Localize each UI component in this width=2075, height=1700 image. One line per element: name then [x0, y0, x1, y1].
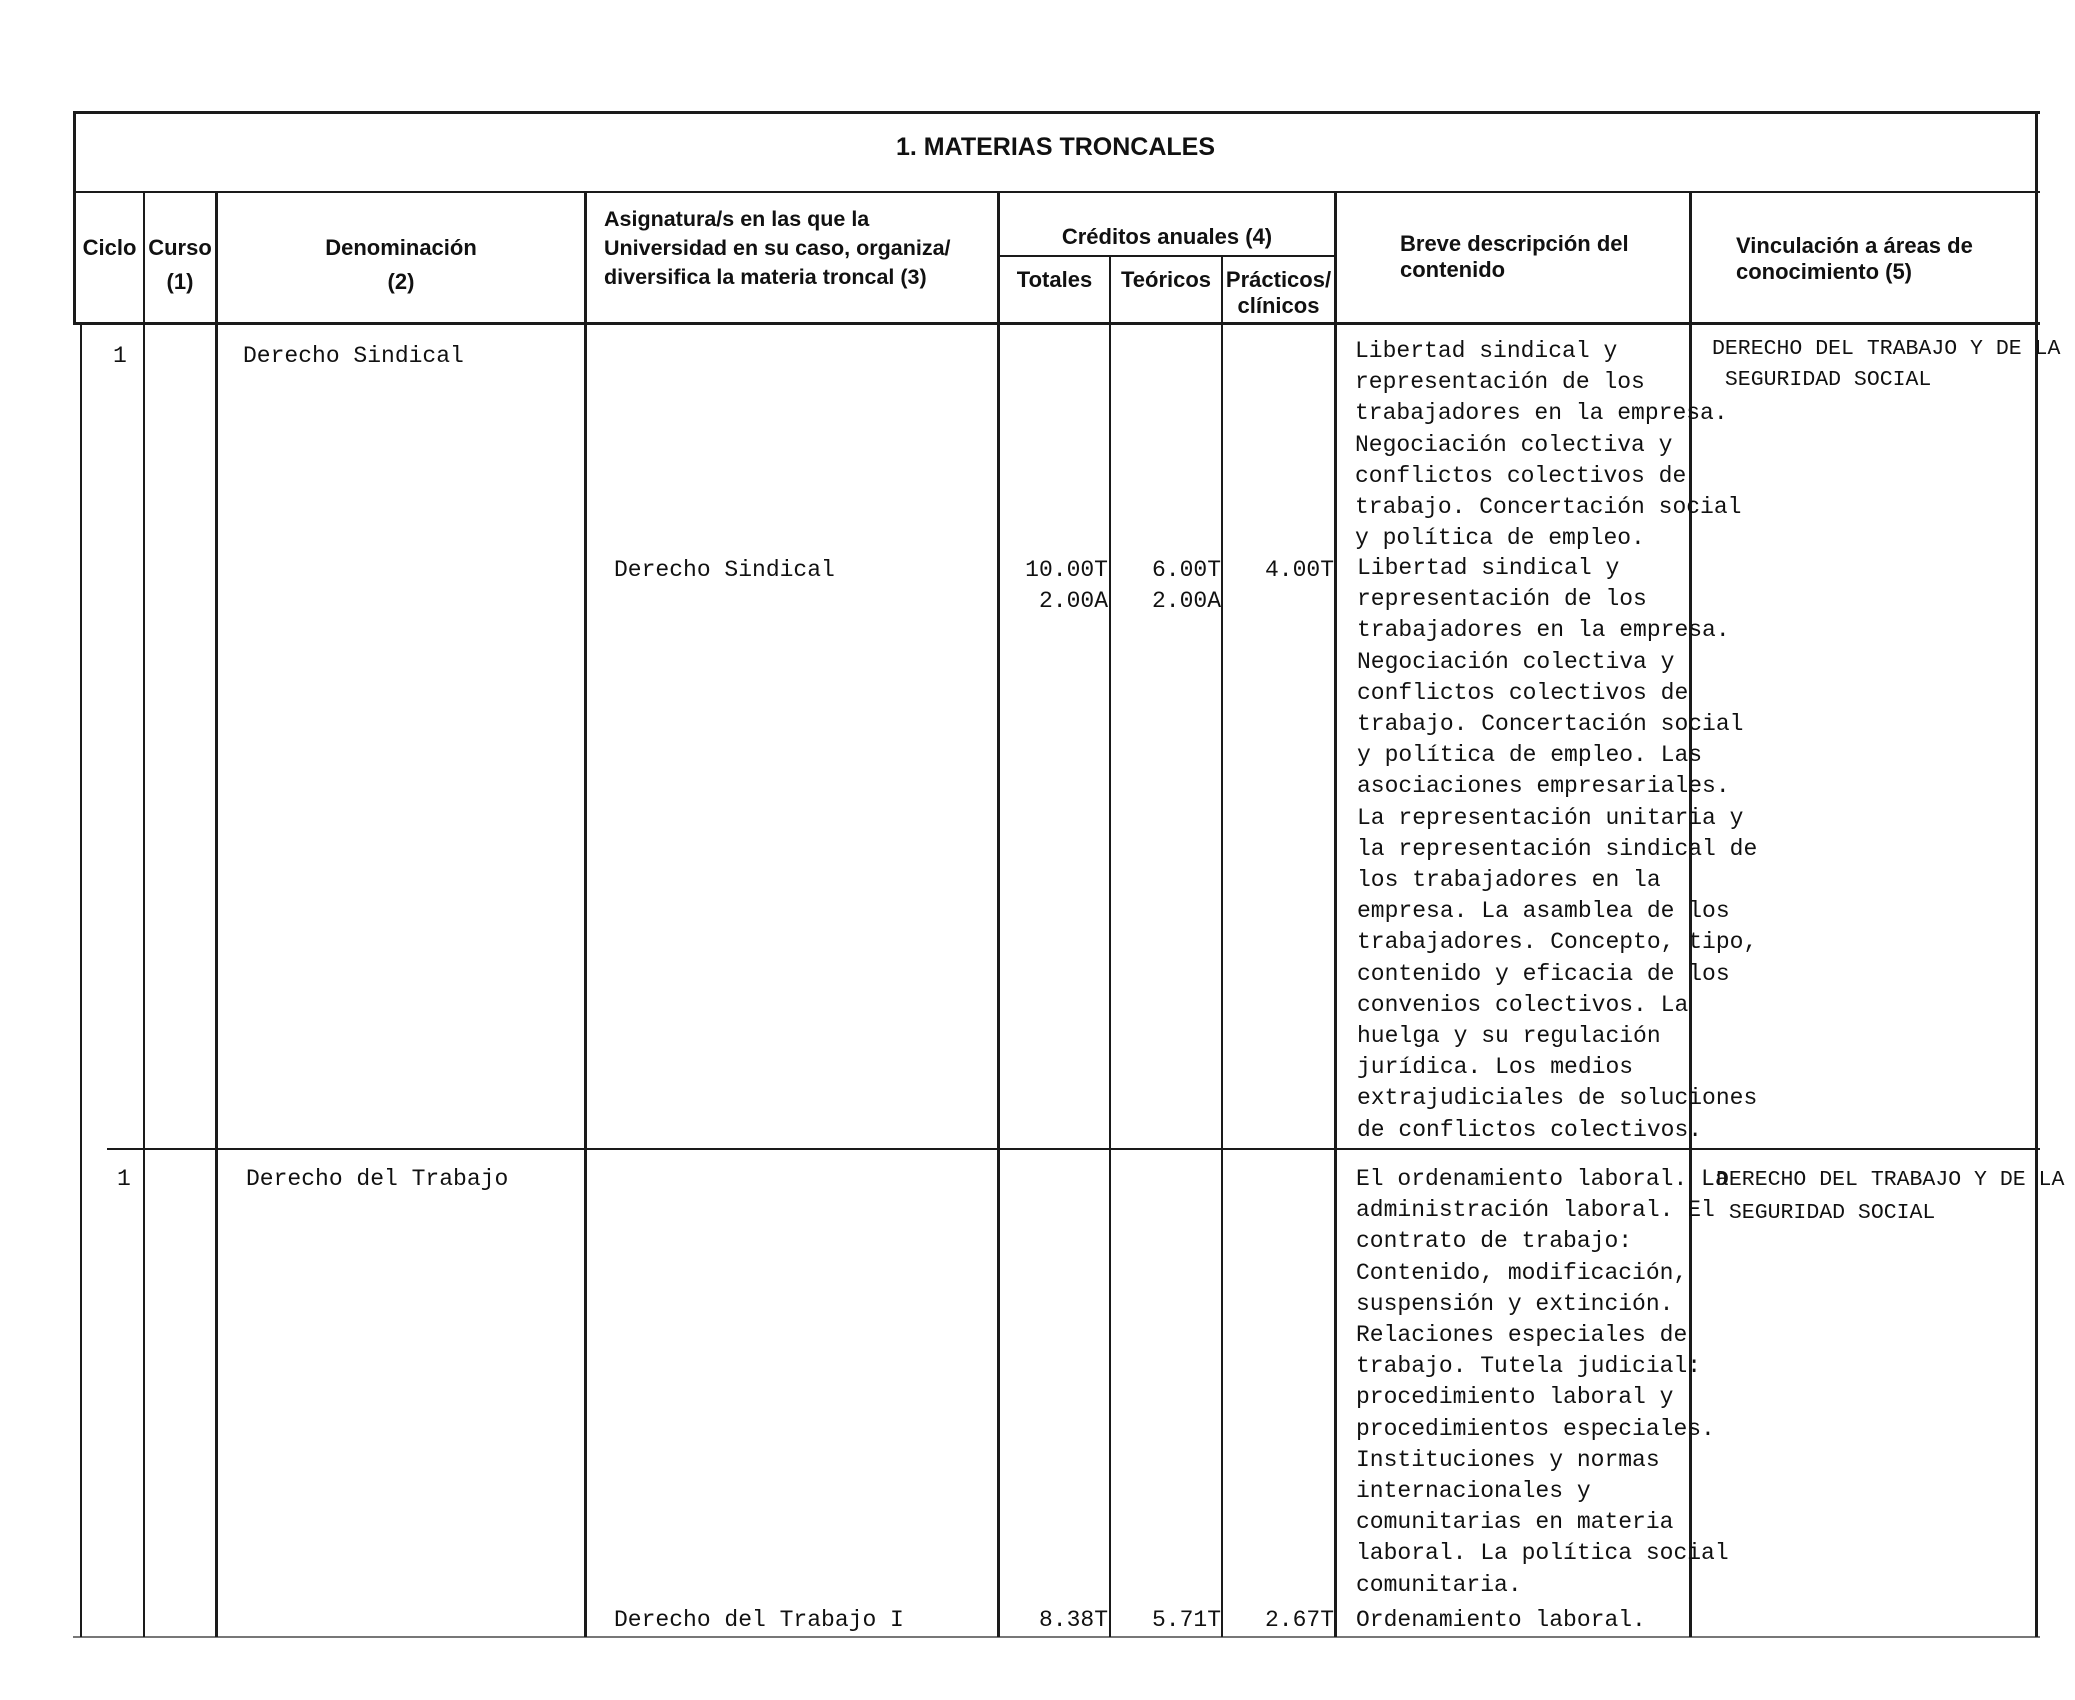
page-title: 1. MATERIAS TRONCALES — [896, 133, 1215, 161]
table-top-border — [73, 111, 2040, 114]
row4-teoricos: 5.71T — [1151, 1607, 1221, 1633]
row4-descripcion: Ordenamiento laboral. — [1356, 1607, 1646, 1633]
header-curso-note: (1) — [166, 269, 194, 294]
col-divider-asignaturas — [997, 191, 1000, 1637]
header-descripcion: Breve descripción del contenido — [1400, 231, 1629, 282]
row4-totales: 8.38T — [1038, 1607, 1108, 1633]
row2-teoricos-2: 2.00A — [1151, 588, 1221, 614]
row2-asignatura: Derecho Sindical — [614, 557, 835, 583]
row1-descripcion: Libertad sindical y representación de los trabajadores en la empresa. Negociación colectiva y conflictos colectivos de trabajo. Concertación social y política de empleo. — [1355, 338, 1742, 552]
header-teoricos: Teóricos — [1120, 267, 1212, 292]
col-divider-teoricos — [1221, 255, 1223, 1637]
col-divider-ciclo — [143, 191, 145, 1637]
row2-descripcion: Libertad sindical y representación de los trabajadores en la empresa. Negociación colectiva y conflictos colectivos de trabajo. Concertación social y política de empleo. Las asociaciones empresariales. La representación unitaria y la representación sindical de los trabajadores en la empresa. La asamblea de los trabajadores. Concepto, tipo, contenido y eficacia de los convenios colectivos. La huelga y su regulación jurídica. Los medios extrajudiciales de soluciones de conflictos colectivos. — [1357, 555, 1758, 1143]
col-divider-denominacion — [584, 191, 587, 1637]
header-creditos: Créditos anuales (4) — [1061, 224, 1273, 249]
row3-descripcion: El ordenamiento laboral. La administración laboral. El contrato de trabajo: Contenido, modificación, suspensión y extinción. Relaciones especiales de trabajo. Tutela judicial: procedimiento laboral y procedimientos especiales. Instituciones y normas internacionales y comunitarias en materia laboral. La política social comunitaria. — [1356, 1166, 1729, 1598]
header-denominacion-note: (2) — [387, 269, 415, 294]
header-totales: Totales — [1016, 267, 1093, 292]
row3-vinculacion: DERECHO DEL TRABAJO Y DE LA SEGURIDAD SOCIAL — [1716, 1168, 2065, 1225]
col-divider-curso — [215, 191, 218, 1637]
row1-denominacion: Derecho Sindical — [243, 343, 464, 369]
header-top-border — [73, 191, 2040, 193]
table-left-border-lower — [80, 325, 82, 1637]
header-ciclo: Ciclo — [82, 235, 137, 260]
row2-teoricos-1: 6.00T — [1151, 557, 1221, 583]
table-bottom-border — [73, 1636, 2040, 1638]
row3-denominacion: Derecho del Trabajo — [246, 1166, 509, 1192]
row-divider — [107, 1148, 2040, 1150]
row4-practicos: 2.67T — [1264, 1607, 1334, 1633]
row1-ciclo: 1 — [113, 343, 127, 369]
row2-totales-2: 2.00A — [1038, 588, 1108, 614]
creditos-divider — [1000, 255, 1337, 257]
row4-asignatura: Derecho del Trabajo I — [614, 1607, 904, 1633]
row3-ciclo: 1 — [117, 1166, 131, 1192]
row1-vinculacion: DERECHO DEL TRABAJO Y DE LA SEGURIDAD SOCIAL — [1712, 337, 2061, 392]
header-vinculacion: Vinculación a áreas de conocimiento (5) — [1736, 233, 1973, 284]
col-divider-totales — [1109, 255, 1111, 1637]
header-denominacion: Denominación — [325, 235, 477, 260]
header-curso: Curso — [148, 235, 212, 260]
header-asignaturas: Asignatura/s en las que la Universidad en su caso, organiza/ diversifica la materia troncal (3) — [604, 207, 951, 289]
header-practicos: Prácticos/ clínicos — [1225, 267, 1332, 318]
row2-totales-1: 10.00T — [1025, 557, 1108, 583]
header-bottom-border — [73, 322, 2040, 325]
col-divider-practicos — [1334, 191, 1337, 1637]
row2-practicos: 4.00T — [1264, 557, 1334, 583]
